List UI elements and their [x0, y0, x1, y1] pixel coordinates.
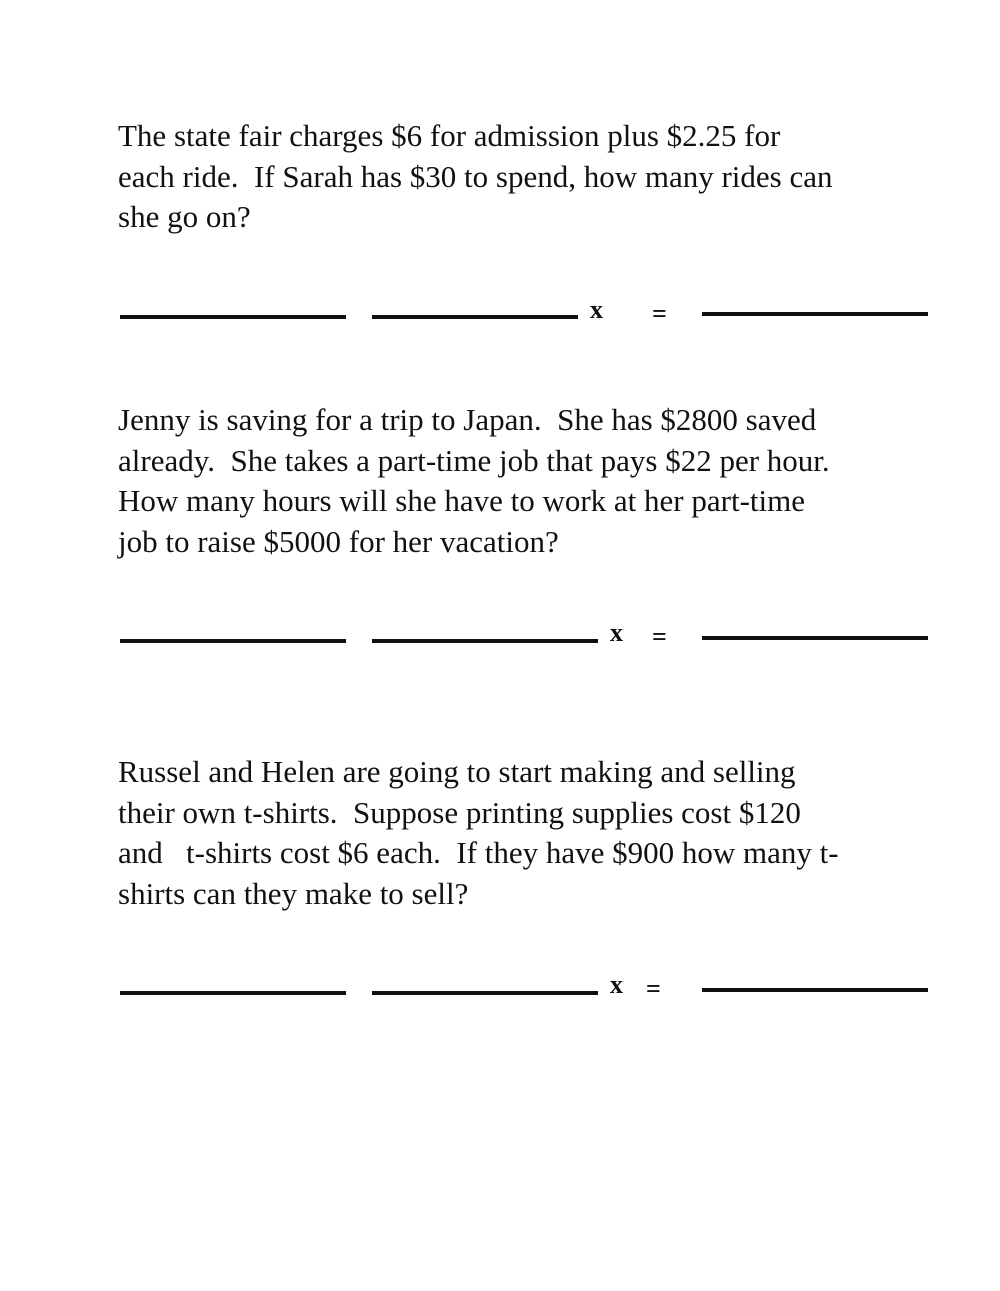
answer-blank-result[interactable]	[702, 312, 928, 316]
variable-x: x	[610, 618, 623, 647]
problem-1-text: The state fair charges $6 for admission plus $2.25 for each ride. If Sarah has $30 to spend, how many rides can she go on?	[118, 118, 833, 234]
answer-blank-1[interactable]	[120, 639, 346, 643]
answer-blank-1[interactable]	[120, 315, 346, 319]
variable-x: x	[590, 295, 603, 324]
problem-2-answer-row	[0, 618, 1000, 658]
equals-sign: =	[646, 974, 661, 1003]
answer-blank-result[interactable]	[702, 636, 928, 640]
problem-3-text: Russel and Helen are going to start making and selling their own t-shirts. Suppose printing supplies cost $120 and t-shirts cost $6 each. If they have $900 how many t- shirts can they make to sell?	[118, 754, 839, 911]
problem-3-answer-row	[0, 972, 1000, 1012]
problem-1-answer-row	[0, 295, 1000, 335]
answer-blank-1[interactable]	[120, 991, 346, 995]
problem-2-text: Jenny is saving for a trip to Japan. She has $2800 saved already. She takes a part-time job that pays $22 per hour. How many hours will she have to work at her part-time job to raise $5000 for her vacation?	[118, 402, 830, 559]
answer-blank-2[interactable]	[372, 315, 578, 319]
variable-x: x	[610, 970, 623, 999]
equals-sign: =	[652, 622, 667, 651]
answer-blank-result[interactable]	[702, 988, 928, 992]
answer-blank-2[interactable]	[372, 639, 598, 643]
equals-sign: =	[652, 299, 667, 328]
answer-blank-2[interactable]	[372, 991, 598, 995]
